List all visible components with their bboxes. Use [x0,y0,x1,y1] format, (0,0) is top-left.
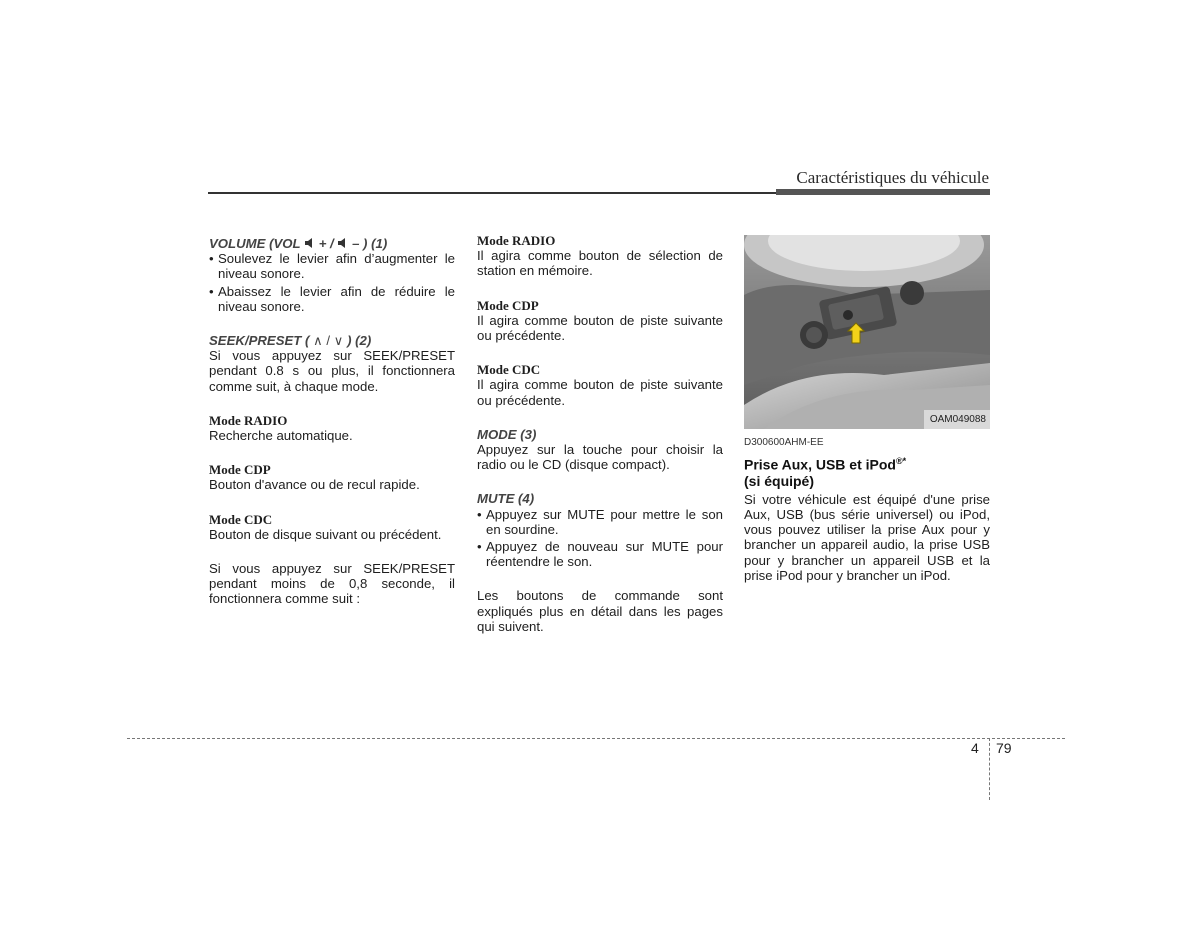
mode-cdp-heading: Mode CDP [209,462,271,478]
header-accent-bar [776,189,990,195]
mode-cdc-text: Il agira comme bouton de piste suivante ou précédente. [477,377,723,408]
volume-heading [209,236,455,251]
volume-plus-label: + / [318,236,334,251]
chevron-down-icon: ∨ [333,333,344,349]
seek-text: Si vous appuyez sur SEEK/PRESET pendant 0.8 s ou plus, il fonctionnera comme suit, à chaque mode. [209,348,455,394]
section-title [744,453,990,489]
mode-radio-text: Il agira comme bouton de sélection de station en mémoire. [477,248,723,279]
list-item: • Abaissez le levier afin de réduire le niveau sonore. [209,284,455,314]
list-item: • Appuyez de nouveau sur MUTE pour réentendre le son. [477,539,723,569]
section-body: Si votre véhicule est équipé d'une prise Aux, USB (bus série universel) ou iPod, vous pouvez utiliser la prise Aux pour y brancher un appareil audio, la prise USB pour y brancher un appareil USB et la prise iPod pour y brancher un iPod. [744,491,990,583]
mode-radio-heading: Mode RADIO [477,233,556,248]
column-middle [477,233,723,634]
reference-code: D300600AHM-EE [744,437,824,448]
chevron-up-icon: ∧ [313,333,323,349]
console-illustration [744,235,990,429]
seek-heading-prefix: SEEK/PRESET ( [209,333,310,349]
column-left [209,236,455,607]
mode-text: Appuyez sur la touche pour choisir la radio ou le CD (disque compact). [477,442,723,473]
mode-cdp-text: Bouton d'avance ou de recul rapide. [209,477,420,493]
section-header-title: Caractéristiques du véhicule [796,168,989,187]
volume-minus-label: – ) (1) [352,236,388,251]
speaker-icon [304,237,315,249]
column-right [744,235,990,583]
volume-list [209,251,455,314]
aux-usb-photo [744,235,990,429]
volume-heading-prefix: VOLUME (VOL [209,236,301,251]
mode-radio-text: Recherche automatique. [209,428,353,444]
mode-cdp-heading: Mode CDP [477,297,539,313]
list-item: • Appuyez sur MUTE pour mettre le son en sourdine. [477,507,723,537]
footer-dashed-divider [989,738,990,800]
mute-list [477,507,723,570]
chapter-number: 4 [971,740,979,756]
mode-cdc-heading: Mode CDC [477,362,541,378]
seek-heading-suffix: ) (2) [347,333,372,349]
mode-cdc-text: Bouton de disque suivant ou précédent. [209,526,442,542]
mute-heading: MUTE (4) [477,491,535,507]
closing-text: Les boutons de commande sont expliqués plus en détail dans les pages qui suivent. [477,588,723,634]
list-item: • Soulevez le levier afin d’augmenter le niveau sonore. [209,251,455,281]
section-title-line2: (si équipé) [744,472,815,489]
mode-cdp-text: Il agira comme bouton de piste suivante ou précédente. [477,312,723,344]
mode-heading: MODE (3) [477,426,537,442]
section-title-sup: ®* [895,456,907,467]
section-title-line1: Prise Aux, USB et iPod [744,456,896,473]
mode-cdc-heading: Mode CDC [209,511,273,527]
mode-radio-heading: Mode RADIO [209,412,288,428]
page-number: 79 [996,740,1012,756]
short-press-text: Si vous appuyez sur SEEK/PRESET pendant moins de 0,8 seconde, il fonctionnera comme suit : [209,561,455,607]
seek-heading [209,333,455,348]
speaker-icon [337,237,348,249]
footer-dashed-rule [127,738,1065,739]
seek-separator: / [326,333,331,349]
photo-code-label: OAM049088 [924,410,990,429]
